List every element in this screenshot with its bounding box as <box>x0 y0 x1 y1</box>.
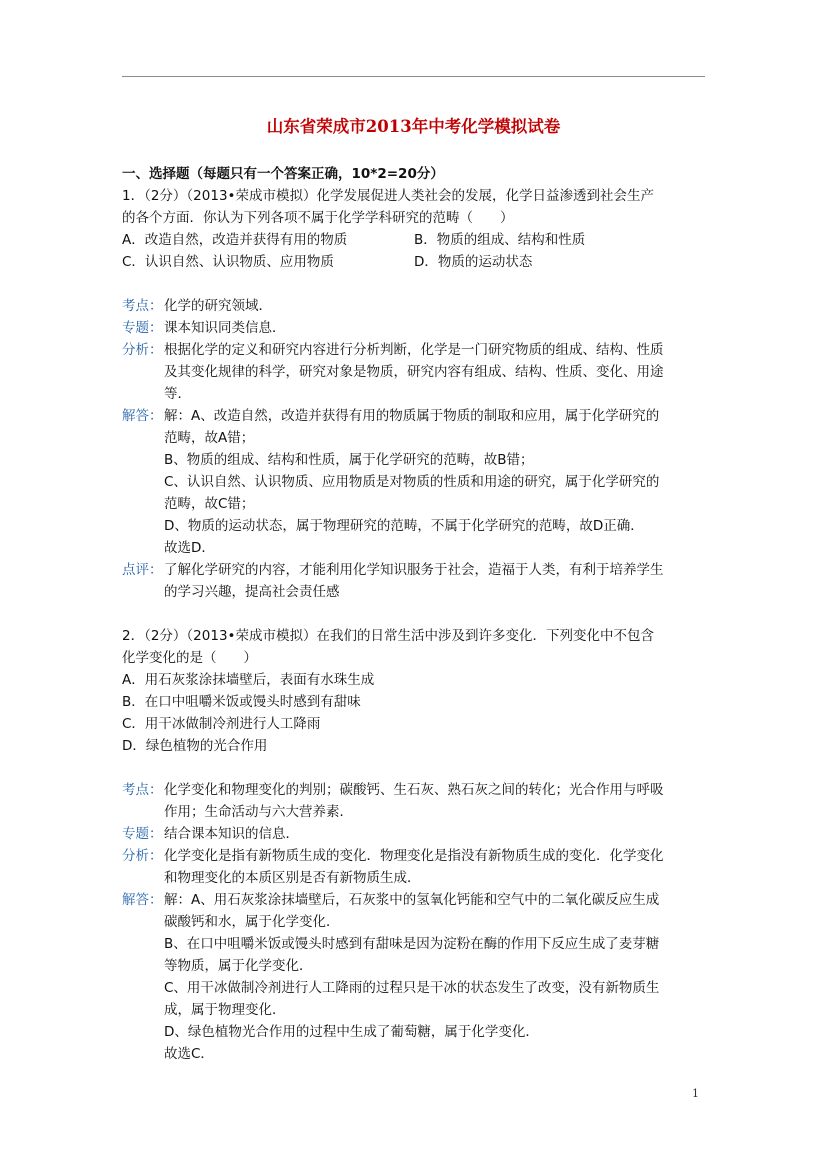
kaodian-label: 考点： <box>122 298 163 314</box>
q1-dianping-line: 了解化学研究的内容，才能利用化学知识服务于社会，造福于人类，有利于培养学生 <box>164 562 664 578</box>
q2-jieda-line: D、绿色植物光合作用的过程中生成了葡萄糖，属于化学变化． <box>164 1024 539 1040</box>
q2-option-b: B．在口中咀嚼米饭或馒头时感到有甜味 <box>122 694 361 710</box>
q1-jieda-line: 故选D． <box>164 540 215 556</box>
q2-jieda-line: 解：A、用石灰浆涂抹墙壁后，石灰浆中的氢氧化钙能和空气中的二氧化碳反应生成 <box>164 892 660 908</box>
q2-stem-line: 化学变化的是（ ） <box>122 650 257 666</box>
q2-option-c: C．用干冰做制冷剂进行人工降雨 <box>122 716 321 732</box>
page-title: 山东省荣成市2013年中考化学模拟试卷 <box>266 117 561 136</box>
q2-jieda-line: 成，属于物理变化． <box>164 1002 286 1018</box>
q2-jieda-line: C、用干冰做制冷剂进行人工降雨的过程只是干冰的状态发生了改变，没有新物质生 <box>164 980 660 996</box>
q2-option-d: D．绿色植物的光合作用 <box>122 738 268 754</box>
q2-kaodian-line: 化学变化和物理变化的判别；碳酸钙、生石灰、熟石灰之间的转化；光合作用与呼吸 <box>164 782 664 798</box>
header-rule <box>122 76 705 77</box>
q1-kaodian: 化学的研究领域． <box>164 298 272 314</box>
q1-jieda-line: 范畴，故C错； <box>164 496 255 512</box>
fenxi-label: 分析： <box>122 848 163 864</box>
kaodian-label: 考点： <box>122 782 163 798</box>
q2-option-a: A．用石灰浆涂抹墙壁后，表面有水珠生成 <box>122 672 375 688</box>
q1-option-b: B．物质的组成、结构和性质 <box>414 232 586 248</box>
q2-fenxi-line: 和物理变化的本质区别是否有新物质生成． <box>164 870 421 886</box>
q2-jieda-line: 碳酸钙和水，属于化学变化． <box>164 914 340 930</box>
q1-jieda-line: 解：A、改造自然，改造并获得有用的物质属于物质的制取和应用，属于化学研究的 <box>164 408 660 424</box>
q1-zhuanti: 课本知识同类信息． <box>164 320 286 336</box>
jieda-label: 解答： <box>122 408 163 424</box>
q1-fenxi-line: 及其变化规律的科学，研究对象是物质，研究内容有组成、结构、性质、变化、用途 <box>164 364 664 380</box>
dianping-label: 点评： <box>122 562 163 578</box>
q2-fenxi-line: 化学变化是指有新物质生成的变化．物理变化是指没有新物质生成的变化．化学变化 <box>164 848 664 864</box>
q1-stem-line: 1．（2分）（2013•荣成市模拟）化学发展促进人类社会的发展，化学日益渗透到社会生产 <box>122 188 654 204</box>
q1-fenxi-line: 等． <box>164 386 191 402</box>
jieda-label: 解答： <box>122 892 163 908</box>
q1-stem-line: 的各个方面．你认为下列各项不属于化学学科研究的范畴（ ） <box>122 210 514 226</box>
q2-zhuanti: 结合课本知识的信息． <box>164 826 299 842</box>
zhuanti-label: 专题： <box>122 320 163 336</box>
q2-jieda-line: 故选C． <box>164 1046 214 1062</box>
q1-option-c: C．认识自然、认识物质、应用物质 <box>122 254 334 270</box>
q2-kaodian-line: 作用；生命活动与六大营养素． <box>164 804 353 820</box>
q1-jieda-line: D、物质的运动状态，属于物理研究的范畴，不属于化学研究的范畴，故D正确． <box>164 518 644 534</box>
section-heading: 一、选择题（每题只有一个答案正确，10*2=20分） <box>122 166 444 182</box>
q1-fenxi-line: 根据化学的定义和研究内容进行分析判断，化学是一门研究物质的组成、结构、性质 <box>164 342 664 358</box>
q2-jieda-line: B、在口中咀嚼米饭或馒头时感到有甜味是因为淀粉在酶的作用下反应生成了麦芽糖 <box>164 936 660 952</box>
q2-jieda-line: 等物质，属于化学变化． <box>164 958 313 974</box>
q1-option-a: A．改造自然，改造并获得有用的物质 <box>122 232 348 248</box>
q1-option-d: D．物质的运动状态 <box>414 254 533 270</box>
q1-jieda-line: 范畴，故A错； <box>164 430 255 446</box>
fenxi-label: 分析： <box>122 342 163 358</box>
zhuanti-label: 专题： <box>122 826 163 842</box>
q1-dianping-line: 的学习兴趣，提高社会责任感 <box>164 584 340 600</box>
q2-stem-line: 2．（2分）（2013•荣成市模拟）在我们的日常生活中涉及到许多变化．下列变化中不包含 <box>122 628 654 644</box>
page-number: 1 <box>692 1087 699 1100</box>
q1-jieda-line: B、物质的组成、结构和性质，属于化学研究的范畴，故B错； <box>164 452 534 468</box>
q1-jieda-line: C、认识自然、认识物质、应用物质是对物质的性质和用途的研究，属于化学研究的 <box>164 474 660 490</box>
